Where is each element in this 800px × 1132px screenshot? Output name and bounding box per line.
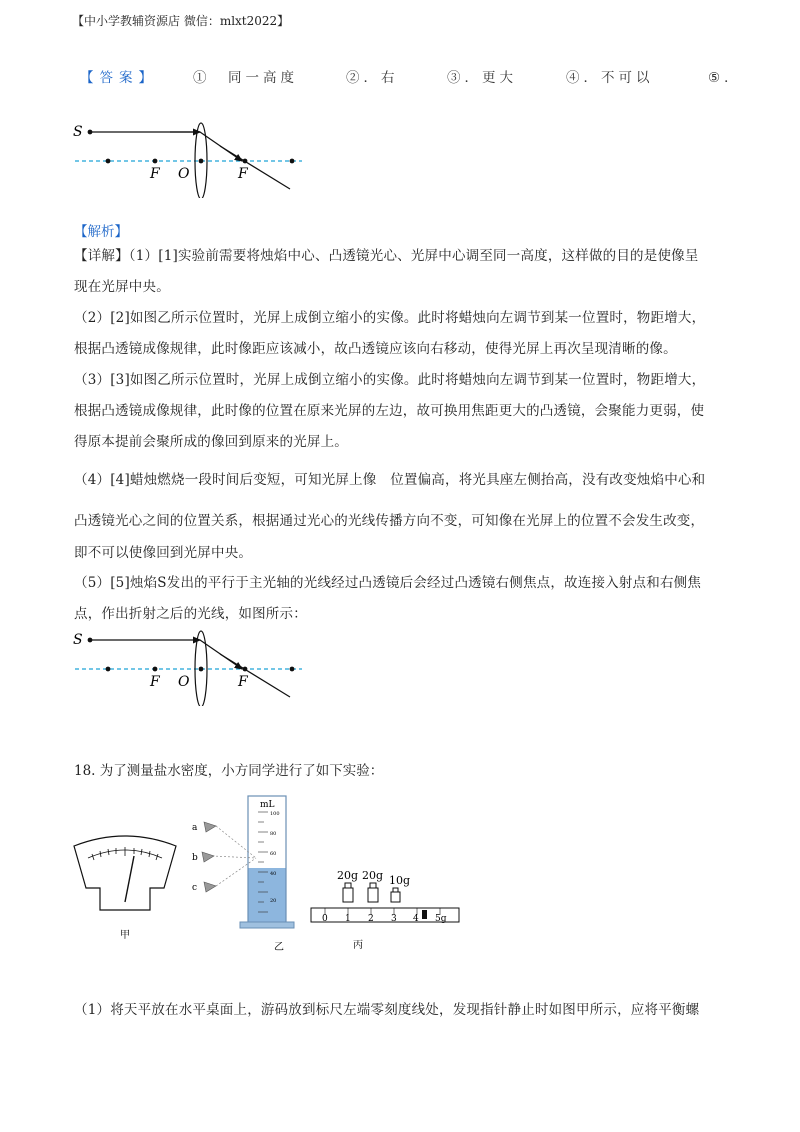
figure-bing-label: 丙: [353, 940, 363, 951]
answer-item-4: ④．不可以: [566, 70, 654, 86]
cylinder-tick-60: 60: [270, 851, 277, 857]
ruler-tick-0: 0: [322, 914, 328, 924]
ray-diagram-bottom: [70, 626, 310, 706]
analysis-line-6: 根据凸透镜成像规律，此时像的位置在原来光屏的左边，故可换用焦距更大的凸透镜，会聚能力更弱，使: [74, 403, 705, 419]
center-label-2: O: [178, 674, 190, 690]
eye-icon: [202, 822, 216, 892]
analysis-line-12: 点，作出折射之后的光线，如图所示：: [74, 606, 307, 622]
analysis-line-9: 凸透镜光心之间的位置关系，根据通过光心的光线传播方向不变，可知像在光屏上的位置不会发生改变，: [74, 513, 705, 529]
figure-jia-label: 甲: [120, 930, 130, 941]
analysis-line-8: （4）[4]蜡烛燃烧一段时间后变短，可知光屏上像 位置偏高，将光具座左侧抬高，没有改变烛焰中心和: [74, 472, 706, 488]
analysis-line-3: （2）[2]如图乙所示位置时，光屏上成倒立缩小的实像。此时将蜡烛向左调节到某一位置时，物距增大，: [74, 310, 706, 326]
question-18-part-1: （1）将天平放在水平桌面上，游码放到标尺左端零刻度线处，发现指针静止时如图甲所示，应将平衡螺: [74, 1002, 700, 1018]
answer-item-2: ②．右: [346, 70, 399, 86]
center-label: O: [178, 166, 190, 182]
focus-right-label: F: [238, 166, 248, 182]
ruler-tick-4: 4: [413, 914, 419, 924]
source-point: [88, 130, 93, 135]
focus-left-point: [153, 159, 158, 164]
weight-10g: [391, 892, 400, 902]
weight-label-2: 20g: [362, 869, 384, 882]
analysis-tag: 【解析】: [74, 224, 128, 240]
ruler-tick-3: 3: [391, 914, 397, 924]
weight-label-1: 20g: [337, 869, 359, 882]
focus-left-label-2: F: [150, 674, 160, 690]
eye-label-a: a: [192, 823, 198, 833]
answer-item-3: ③．更大: [447, 70, 517, 86]
figure-yi-graduated-cylinder: [190, 786, 300, 956]
analysis-line-7: 得原本提前会聚所成的像回到原来的光屏上。: [74, 434, 348, 450]
ruler-tick-1: 1: [345, 914, 351, 924]
answer-item-5: ⑤．: [708, 70, 742, 86]
ray-diagram-top: [70, 118, 310, 198]
cylinder-unit: mL: [260, 800, 275, 810]
cylinder-tick-100: 100: [270, 811, 280, 817]
cylinder-tick-20: 20: [270, 898, 277, 904]
eye-label-c: c: [192, 883, 198, 893]
focus-left-label: F: [150, 166, 160, 182]
analysis-line-2: 现在光屏中央。: [74, 279, 170, 295]
source-label: S: [73, 124, 83, 140]
weight-20g-a: [343, 888, 353, 902]
cylinder-tick-80: 80: [270, 831, 277, 837]
page-header: 【中小学教辅资源店 微信：mlxt2022】: [72, 14, 290, 28]
rider-slider: [422, 910, 427, 919]
answer-item-1: ① 同一高度: [193, 70, 298, 86]
ruler-tick-2: 2: [368, 914, 374, 924]
focus-right-label-2: F: [238, 674, 248, 690]
analysis-line-4: 根据凸透镜成像规律，此时像距应该减小，故凸透镜应该向右移动，使得光屏上再次呈现清晰的像。: [74, 341, 677, 357]
figure-yi-label: 乙: [274, 942, 284, 953]
focus-right-point: [243, 159, 248, 164]
optical-center-point: [199, 159, 204, 164]
answer-row: [80, 66, 760, 86]
figure-bing-weights-ruler: [305, 864, 465, 956]
weight-label-3: 10g: [389, 874, 411, 887]
analysis-line-1: 【详解】（1）[1]实验前需要将烛焰中心、凸透镜光心、光屏中心调至同一高度，这样做的目的是使像呈: [74, 248, 699, 264]
eye-label-b: b: [192, 853, 198, 863]
weight-20g-b: [368, 888, 378, 902]
ruler-tick-5g: 5g: [435, 914, 447, 924]
analysis-line-5: （3）[3]如图乙所示位置时，光屏上成倒立缩小的实像。此时将蜡烛向左调节到某一位置时，物距增大，: [74, 372, 706, 388]
analysis-line-10: 即不可以使像回到光屏中央。: [74, 545, 253, 561]
cylinder-tick-40: 40: [270, 871, 277, 877]
question-18-stem: 18. 为了测量盐水密度，小方同学进行了如下实验：: [74, 763, 384, 779]
analysis-line-11: （5）[5]烛焰S发出的平行于主光轴的光线经过凸透镜后会经过凸透镜右侧焦点，故连接入射点和右侧焦: [74, 575, 702, 591]
source-label-2: S: [73, 632, 83, 648]
answer-tag: 【答案】: [80, 70, 158, 86]
figure-jia-balance-scale: [70, 832, 180, 942]
saline-liquid: [248, 868, 286, 924]
